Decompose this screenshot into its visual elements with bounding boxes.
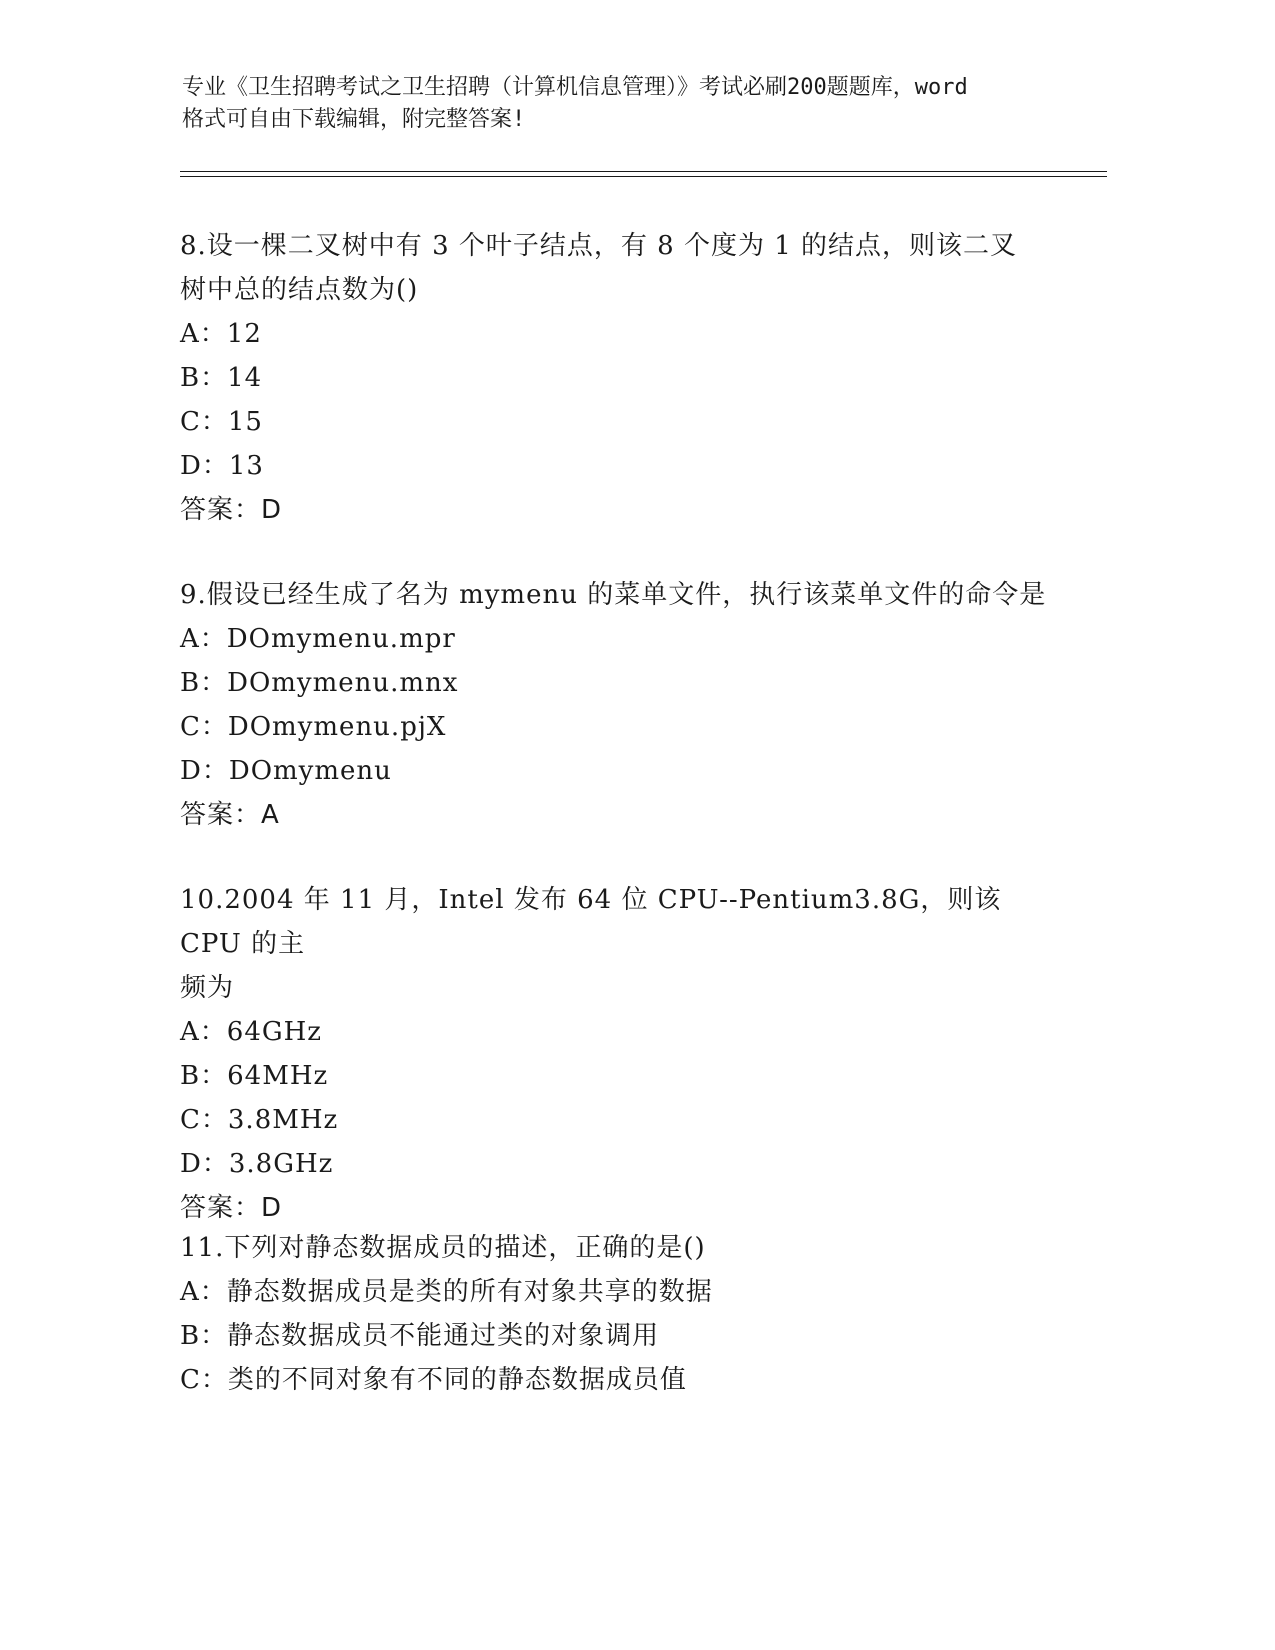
option-b: B：静态数据成员不能通过类的对象调用 [180,1321,660,1351]
option-c: C：15 [180,407,263,437]
question-stem-line: 11.下列对静态数据成员的描述，正确的是() [180,1233,706,1263]
option-a: A：12 [180,319,262,349]
question-stem-line: 9.假设已经生成了名为 mymenu 的菜单文件，执行该菜单文件的命令是 [180,580,1047,610]
option-d: D：3.8GHz [180,1149,334,1179]
document-header [182,72,1082,136]
option-c: C：3.8MHz [180,1105,339,1135]
answer-line: 答案：D [180,1193,283,1223]
option-a: A：DOmymenu.mpr [180,624,456,654]
answer-line: 答案：A [180,800,280,830]
option-d: D：DOmymenu [180,756,392,786]
option-d: D：13 [180,451,264,481]
option-b: B：14 [180,363,263,393]
option-c: C：DOmymenu.pjX [180,712,447,742]
option-c: C：类的不同对象有不同的静态数据成员值 [180,1365,687,1395]
question-8 [180,224,1060,532]
header-line-2: 格式可自由下载编辑，附完整答案! [182,107,526,132]
option-b: B：DOmymenu.mnx [180,668,459,698]
option-b: B：64MHz [180,1061,329,1091]
question-11 [180,1226,1060,1402]
question-stem-line: 10.2004 年 11 月，Intel 发布 64 位 CPU--Pentium3.8G，则该 CPU 的主 [180,885,1002,959]
question-10 [180,878,1060,1230]
option-a: A：64GHz [180,1017,323,1047]
question-stem-line: 频为 [180,973,235,1003]
question-9 [180,573,1060,837]
header-divider-bottom [180,176,1107,177]
question-stem-line: 树中总的结点数为() [180,275,419,305]
question-stem-line: 8.设一棵二叉树中有 3 个叶子结点，有 8 个度为 1 的结点，则该二叉 [180,231,1018,261]
header-line-1: 专业《卫生招聘考试之卫生招聘（计算机信息管理）》考试必刷200题题库，word [182,75,968,100]
header-divider-top [180,171,1107,172]
option-a: A：静态数据成员是类的所有对象共享的数据 [180,1277,713,1307]
answer-line: 答案：D [180,495,283,525]
